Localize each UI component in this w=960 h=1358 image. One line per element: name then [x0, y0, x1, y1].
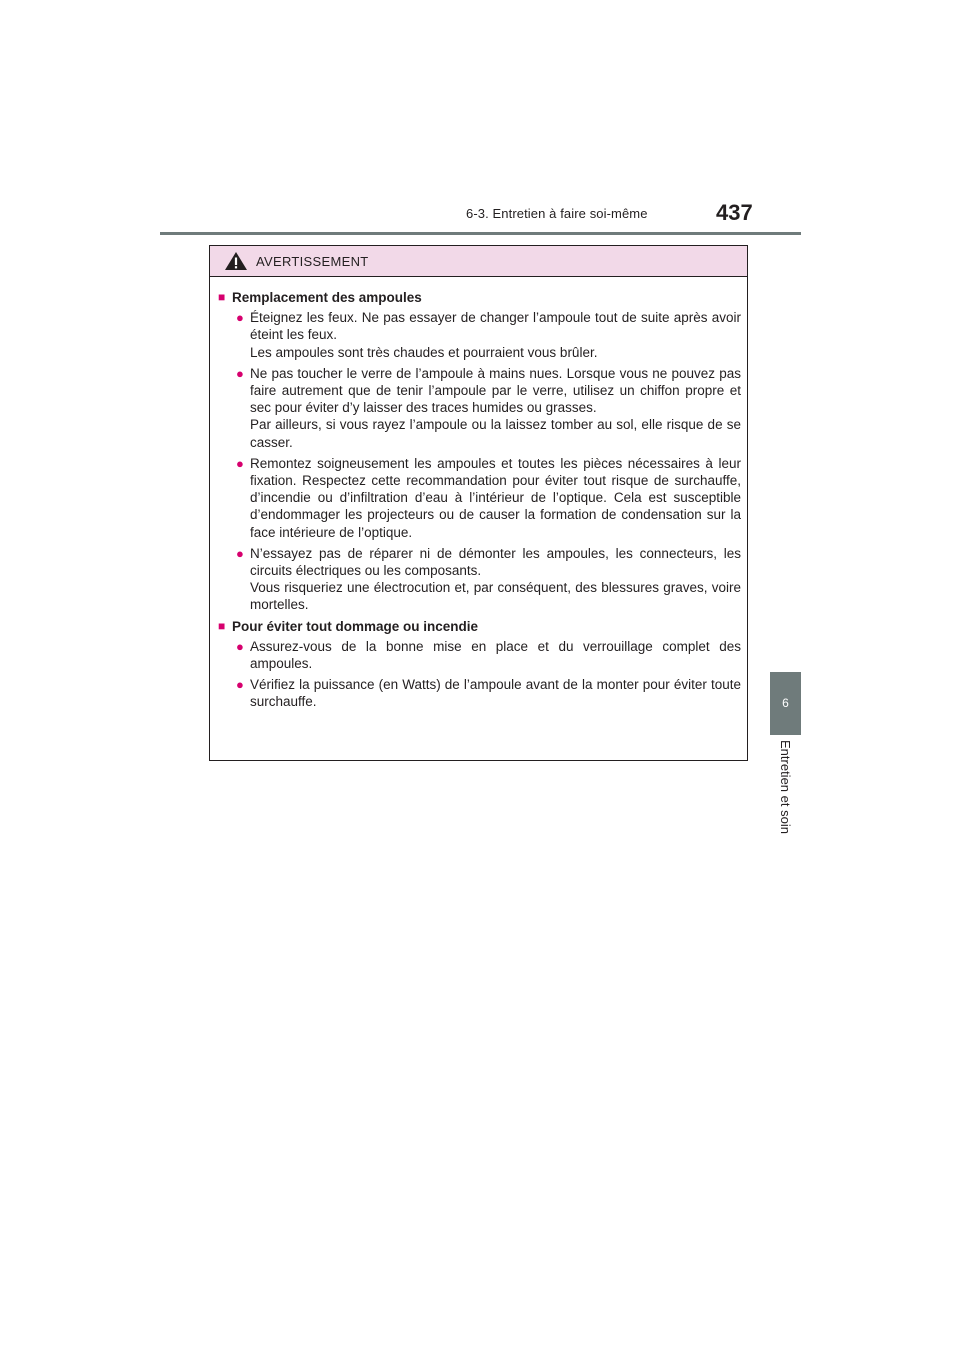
header-divider: [160, 232, 801, 235]
circle-bullet-icon: ●: [236, 310, 244, 326]
square-bullet-icon: ■: [218, 618, 226, 633]
bullet-text: Remontez soigneusement les ampoules et toutes les pièces nécessaires à leur fixation. Respectez cette recommandation pour éviter tout risque de surchauffe, d’incendie ou d’infiltration d’eau à l’intérieur de l’optique. Cela est susceptible d’endommager les projecteurs ou de causer la formation de condensation sur la face intérieure de l’optique.: [250, 455, 741, 540]
warning-body: [210, 277, 747, 711]
bullet-text: Les ampoules sont très chaudes et pourraient vous brûler.: [250, 344, 598, 360]
bullet-text: Vous risqueriez une électrocution et, par conséquent, des blessures graves, voire mortelles.: [250, 580, 741, 613]
section-bulb-replacement: [218, 289, 741, 614]
list-item: [236, 676, 741, 710]
list-item: [236, 309, 741, 361]
list-item: [236, 365, 741, 451]
section-title: 6-3. Entretien à faire soi-même: [466, 206, 648, 221]
warning-header: [210, 246, 747, 277]
square-bullet-icon: ■: [218, 290, 226, 304]
section-heading-text: Pour éviter tout dommage ou incendie: [232, 618, 479, 634]
circle-bullet-icon: ●: [236, 545, 244, 561]
chapter-tab: 6: [770, 672, 801, 735]
warning-title: AVERTISSEMENT: [256, 253, 369, 269]
warning-triangle-icon: [224, 251, 248, 271]
circle-bullet-icon: ●: [236, 365, 244, 381]
bullet-text: Ne pas toucher le verre de l’ampoule à mains nues. Lorsque vous ne pouvez pas faire autrement que de tenir l’ampoule par le verre, utilisez un chiffon propre et sec pour éviter d’y laisser des traces humides ou grasses.: [250, 365, 741, 416]
section-heading: [218, 289, 741, 306]
section-heading-text: Remplacement des ampoules: [232, 290, 422, 305]
bullet-text: Assurez-vous de la bonne mise en place et du verrouillage complet des ampoules.: [250, 638, 741, 672]
warning-box: [209, 245, 748, 761]
list-item: [236, 545, 741, 614]
page-number: 437: [716, 200, 753, 225]
list-item: [236, 455, 741, 541]
section-heading: [218, 618, 741, 635]
section-fire-prevention: [218, 618, 741, 711]
bullet-text: N’essayez pas de réparer ni de démonter les ampoules, les connecteurs, les circuits électriques ou les composants.: [250, 545, 741, 579]
bullet-text: Éteignez les feux. Ne pas essayer de changer l’ampoule tout de suite après avoir éteint les feux.: [250, 310, 741, 343]
bullet-text: Par ailleurs, si vous rayez l’ampoule ou la laissez tomber au sol, elle risque de se casser.: [250, 417, 741, 450]
circle-bullet-icon: ●: [236, 677, 244, 693]
circle-bullet-icon: ●: [236, 638, 244, 654]
circle-bullet-icon: ●: [236, 455, 244, 471]
list-item: [236, 638, 741, 672]
chapter-label: Entretien et soin: [778, 740, 793, 834]
bullet-text: Vérifiez la puissance (en Watts) de l’ampoule avant de la monter pour éviter toute surchauffe.: [250, 677, 741, 710]
